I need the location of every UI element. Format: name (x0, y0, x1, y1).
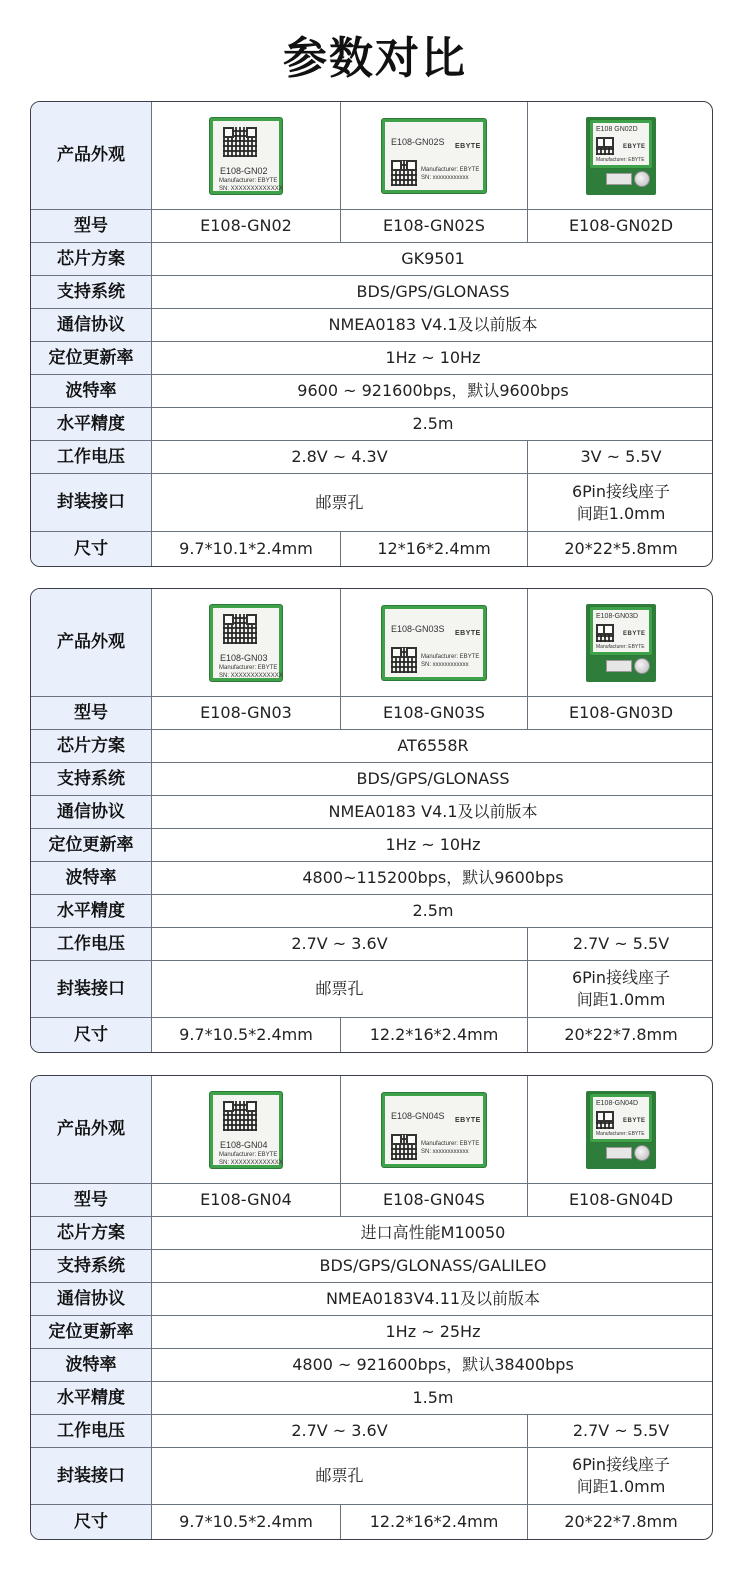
update-rate-value: 1Hz ~ 10Hz (152, 829, 713, 862)
package-c-line2: 间距1.0mm (576, 990, 666, 1009)
module-image-a (152, 102, 341, 210)
package-c-value (528, 474, 713, 532)
brand-logo: EBYTE (623, 1117, 646, 1124)
voltage-ab-value: 2.8V ~ 4.3V (152, 441, 528, 474)
label-systems: 支持系统 (31, 276, 152, 309)
size-a: 9.7*10.5*2.4mm (152, 1505, 341, 1539)
antenna-icon (634, 171, 650, 187)
brand-logo: EBYTE (455, 1116, 481, 1124)
module-photo (382, 1093, 486, 1167)
module-sn: SN: XXXXXXXXXXXXX (219, 1159, 283, 1166)
label-appearance: 产品外观 (31, 589, 152, 697)
module-photo (382, 119, 486, 193)
connector (606, 660, 632, 672)
label-chip: 芯片方案 (31, 1217, 152, 1250)
comparison-table-3 (30, 1075, 713, 1540)
label-chip: 芯片方案 (31, 243, 152, 276)
package-ab-value: 邮票孔 (152, 474, 528, 532)
size-b: 12.2*16*2.4mm (341, 1505, 528, 1539)
qr-code (596, 624, 614, 642)
module-image-c (528, 102, 713, 210)
qr-code (596, 1111, 614, 1129)
module-label: E108-GN04D (596, 1099, 639, 1107)
module-manufacturer: Manufacturer: EBYTE (219, 177, 278, 184)
voltage-c-value: 3V ~ 5.5V (528, 441, 713, 474)
label-update-rate: 定位更新率 (31, 342, 152, 375)
label-accuracy: 水平精度 (31, 895, 152, 928)
module-image-c (528, 589, 713, 697)
qr-code (391, 647, 417, 673)
label-size: 尺寸 (31, 532, 152, 566)
label-chip: 芯片方案 (31, 730, 152, 763)
module-manufacturer: Manufacturer: EBYTE (219, 664, 278, 671)
package-ab-value: 邮票孔 (152, 1448, 528, 1505)
label-systems: 支持系统 (31, 763, 152, 796)
module-sn: SN: xxxxxxxxxxxx (421, 661, 469, 668)
size-b: 12*16*2.4mm (341, 532, 528, 566)
protocol-value: NMEA0183 V4.1及以前版本 (152, 309, 713, 342)
update-rate-value: 1Hz ~ 25Hz (152, 1316, 713, 1349)
label-update-rate: 定位更新率 (31, 829, 152, 862)
model-a: E108-GN03 (152, 697, 341, 730)
brand-logo: EBYTE (623, 630, 646, 637)
antenna-icon (634, 658, 650, 674)
label-voltage: 工作电压 (31, 441, 152, 474)
module-photo (586, 604, 656, 682)
module-label: E108-GN03S (391, 623, 445, 634)
qr-code (391, 160, 417, 186)
update-rate-value: 1Hz ~ 10Hz (152, 342, 713, 375)
module-shield (590, 120, 652, 168)
module-image-c (528, 1076, 713, 1184)
model-b: E108-GN02S (341, 210, 528, 243)
package-c-line1: 6Pin接线座子 (571, 968, 671, 988)
label-package: 封装接口 (31, 474, 152, 532)
module-label: E108-GN04 (220, 1139, 268, 1150)
module-manufacturer: Manufacturer: EBYTE (421, 1140, 480, 1147)
label-protocol: 通信协议 (31, 309, 152, 342)
qr-code (223, 127, 257, 157)
module-manufacturer: Manufacturer: EBYTE (596, 643, 645, 650)
label-update-rate: 定位更新率 (31, 1316, 152, 1349)
label-size: 尺寸 (31, 1505, 152, 1539)
module-photo (210, 118, 282, 194)
size-a: 9.7*10.5*2.4mm (152, 1018, 341, 1052)
antenna-icon (634, 1145, 650, 1161)
module-photo (210, 605, 282, 681)
brand-logo: EBYTE (455, 629, 481, 637)
qr-code (223, 614, 257, 644)
module-image-a (152, 1076, 341, 1184)
module-manufacturer: Manufacturer: EBYTE (596, 1130, 645, 1137)
label-voltage: 工作电压 (31, 928, 152, 961)
package-c-line1: 6Pin接线座子 (571, 1455, 671, 1475)
package-c-value (528, 1448, 713, 1505)
model-a: E108-GN02 (152, 210, 341, 243)
size-b: 12.2*16*2.4mm (341, 1018, 528, 1052)
comparison-table-2 (30, 588, 713, 1053)
model-a: E108-GN04 (152, 1184, 341, 1217)
module-label: E108-GN03D (596, 612, 639, 620)
package-c-line1: 6Pin接线座子 (571, 481, 671, 501)
label-appearance: 产品外观 (31, 102, 152, 210)
voltage-c-value: 2.7V ~ 5.5V (528, 928, 713, 961)
module-manufacturer: Manufacturer: EBYTE (421, 166, 480, 173)
module-shield (590, 1094, 652, 1142)
label-protocol: 通信协议 (31, 1283, 152, 1316)
module-image-b (341, 589, 528, 697)
accuracy-value: 2.5m (152, 408, 713, 441)
chip-value: AT6558R (152, 730, 713, 763)
label-package: 封装接口 (31, 1448, 152, 1505)
size-c: 20*22*7.8mm (564, 1512, 678, 1532)
module-manufacturer: Manufacturer: EBYTE (596, 156, 645, 163)
protocol-value: NMEA0183 V4.1及以前版本 (152, 796, 713, 829)
module-shield (590, 607, 652, 655)
module-sn: SN: xxxxxxxxxxxx (421, 1148, 469, 1155)
module-photo (586, 117, 656, 195)
connector (606, 173, 632, 185)
module-label: E108-GN02S (391, 136, 445, 147)
qr-code (223, 1101, 257, 1131)
module-photo (382, 606, 486, 680)
module-sn: SN: xxxxxxxxxxxx (421, 174, 469, 181)
module-photo (586, 1091, 656, 1169)
chip-value: GK9501 (152, 243, 713, 276)
size-c: 20*22*5.8mm (564, 539, 678, 559)
label-accuracy: 水平精度 (31, 1382, 152, 1415)
page-title: 参数对比 (283, 33, 467, 84)
systems-value: BDS/GPS/GLONASS (152, 276, 713, 309)
label-model: 型号 (31, 697, 152, 730)
package-c-line2: 间距1.0mm (576, 503, 666, 523)
module-label: E108-GN03 (220, 652, 268, 663)
size-a: 9.7*10.1*2.4mm (152, 532, 341, 566)
brand-logo: EBYTE (455, 142, 481, 150)
model-c: E108-GN04D (528, 1184, 713, 1217)
label-model: 型号 (31, 210, 152, 243)
accuracy-value: 1.5m (152, 1382, 713, 1415)
module-image-a (152, 589, 341, 697)
label-accuracy: 水平精度 (31, 408, 152, 441)
label-package: 封装接口 (31, 961, 152, 1018)
brand-logo: EBYTE (623, 143, 646, 150)
module-photo (210, 1092, 282, 1168)
label-systems: 支持系统 (31, 1250, 152, 1283)
voltage-ab-value: 2.7V ~ 3.6V (152, 928, 528, 961)
systems-value: BDS/GPS/GLONASS (152, 763, 713, 796)
label-model: 型号 (31, 1184, 152, 1217)
voltage-c-value: 2.7V ~ 5.5V (528, 1415, 713, 1448)
label-baud: 波特率 (31, 862, 152, 895)
comparison-table-1 (30, 101, 713, 567)
label-baud: 波特率 (31, 1349, 152, 1382)
baud-value: 4800 ~ 921600bps，默认38400bps (152, 1349, 713, 1382)
module-label: E108 GN02D (596, 125, 638, 133)
package-c-value (528, 961, 713, 1018)
label-size: 尺寸 (31, 1018, 152, 1052)
connector (606, 1147, 632, 1159)
package-c-line2: 间距1.0mm (576, 1477, 666, 1496)
protocol-value: NMEA0183V4.11及以前版本 (152, 1283, 713, 1316)
qr-code (596, 137, 614, 155)
module-manufacturer: Manufacturer: EBYTE (219, 1151, 278, 1158)
label-baud: 波特率 (31, 375, 152, 408)
model-b: E108-GN03S (341, 697, 528, 730)
module-manufacturer: Manufacturer: EBYTE (421, 653, 480, 660)
chip-value: 进口高性能M10050 (152, 1217, 713, 1250)
module-sn: SN: XXXXXXXXXXXXX (219, 672, 283, 679)
module-label: E108-GN02 (220, 165, 268, 176)
label-voltage: 工作电压 (31, 1415, 152, 1448)
label-appearance: 产品外观 (31, 1076, 152, 1184)
module-image-b (341, 102, 528, 210)
package-ab-value: 邮票孔 (152, 961, 528, 1018)
model-c: E108-GN03D (528, 697, 713, 730)
size-c: 20*22*7.8mm (564, 1025, 678, 1045)
baud-value: 9600 ~ 921600bps，默认9600bps (152, 375, 713, 408)
model-b: E108-GN04S (341, 1184, 528, 1217)
baud-value: 4800~115200bps，默认9600bps (152, 862, 713, 895)
label-protocol: 通信协议 (31, 796, 152, 829)
systems-value: BDS/GPS/GLONASS/GALILEO (152, 1250, 713, 1283)
module-sn: SN: XXXXXXXXXXXXX (219, 185, 283, 192)
accuracy-value: 2.5m (152, 895, 713, 928)
qr-code (391, 1134, 417, 1160)
model-c: E108-GN02D (528, 210, 713, 243)
module-image-b (341, 1076, 528, 1184)
voltage-ab-value: 2.7V ~ 3.6V (152, 1415, 528, 1448)
module-label: E108-GN04S (391, 1110, 445, 1121)
